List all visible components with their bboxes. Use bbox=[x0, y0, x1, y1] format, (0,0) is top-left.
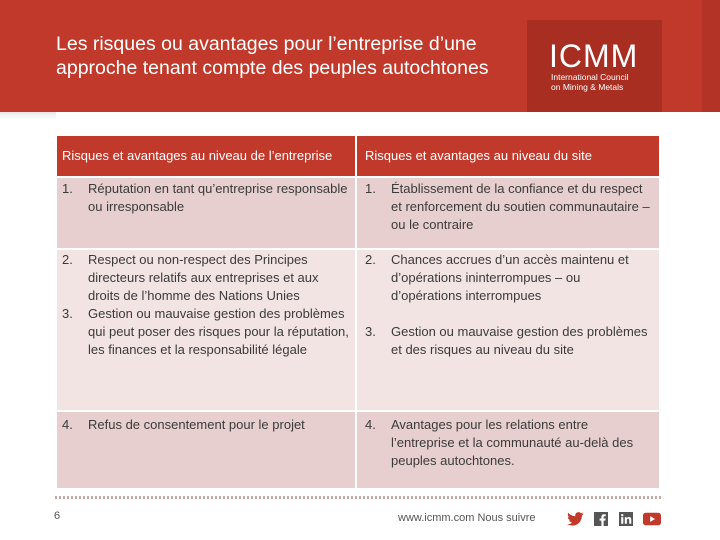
item-text: Chances accrues d’un accès maintenu et d’opérations ininterrompues – ou d’opérations interrompues bbox=[391, 252, 629, 303]
logo-tagline bbox=[551, 72, 629, 92]
facebook-icon[interactable] bbox=[592, 512, 610, 526]
item-text: Respect ou non-respect des Principes directeurs relatifs aux entreprises et aux droits de l’homme des Nations Unies bbox=[88, 252, 319, 303]
item-number: 2. bbox=[62, 252, 73, 267]
list-item bbox=[365, 323, 653, 359]
logo-wordmark: ICMM bbox=[549, 38, 639, 74]
item-number: 3. bbox=[365, 324, 376, 339]
item-number: 1. bbox=[62, 181, 73, 196]
icmm-logo bbox=[527, 20, 662, 112]
item-text: Gestion ou mauvaise gestion des problèmes qui peut poser des risques pour la réputation, les finances et la responsabilité légale bbox=[88, 306, 349, 357]
website-link[interactable]: www.icmm.com Nous suivre bbox=[398, 512, 536, 524]
twitter-icon[interactable] bbox=[566, 512, 584, 526]
list-item bbox=[62, 180, 349, 216]
risks-table bbox=[55, 134, 661, 490]
slide-title: Les risques ou avantages pour l’entreprise d’une approche tenant compte des peuples autochtones bbox=[56, 33, 489, 79]
list-item bbox=[365, 251, 653, 305]
item-text: Gestion ou mauvaise gestion des problèmes et des risques au niveau du site bbox=[391, 324, 648, 357]
column-header-company: Risques et avantages au niveau de l’entreprise bbox=[56, 135, 356, 177]
column-header-site: Risques et avantages au niveau du site bbox=[356, 135, 660, 177]
youtube-icon[interactable] bbox=[643, 512, 661, 526]
table-cell-company bbox=[56, 249, 356, 411]
item-text: Refus de consentement pour le projet bbox=[88, 417, 305, 432]
header-edge-band bbox=[702, 0, 720, 112]
item-number: 2. bbox=[365, 252, 376, 267]
table-cell-site bbox=[356, 411, 660, 489]
item-number: 1. bbox=[365, 181, 376, 196]
logo-tagline-line2: on Mining & Metals bbox=[551, 82, 624, 92]
item-number: 3. bbox=[62, 306, 73, 321]
header-shadow bbox=[0, 112, 56, 120]
list-item bbox=[62, 416, 349, 434]
table-cell-company bbox=[56, 411, 356, 489]
item-number: 4. bbox=[365, 417, 376, 432]
item-text: Réputation en tant qu’entreprise responsable ou irresponsable bbox=[88, 181, 348, 214]
table-cell-site bbox=[356, 249, 660, 411]
item-text: Avantages pour les relations entre l’entreprise et la communauté au-delà des peuples autochtones. bbox=[391, 417, 634, 468]
table-cell-company bbox=[56, 177, 356, 249]
table-row bbox=[56, 411, 660, 489]
list-item bbox=[62, 251, 349, 305]
table-header-row bbox=[56, 135, 660, 177]
page-number: 6 bbox=[54, 510, 61, 522]
table-cell-site bbox=[356, 177, 660, 249]
table-row bbox=[56, 177, 660, 249]
list-item bbox=[365, 180, 653, 234]
item-number: 4. bbox=[62, 417, 73, 432]
item-text: Établissement de la confiance et du respect et renforcement du soutien communautaire – ou le contraire bbox=[391, 181, 650, 232]
table-row bbox=[56, 249, 660, 411]
list-item bbox=[365, 416, 653, 470]
footer-divider bbox=[55, 496, 662, 499]
list-item bbox=[62, 305, 349, 359]
logo-tagline-line1: International Council bbox=[551, 72, 629, 82]
linkedin-icon[interactable] bbox=[617, 512, 635, 526]
